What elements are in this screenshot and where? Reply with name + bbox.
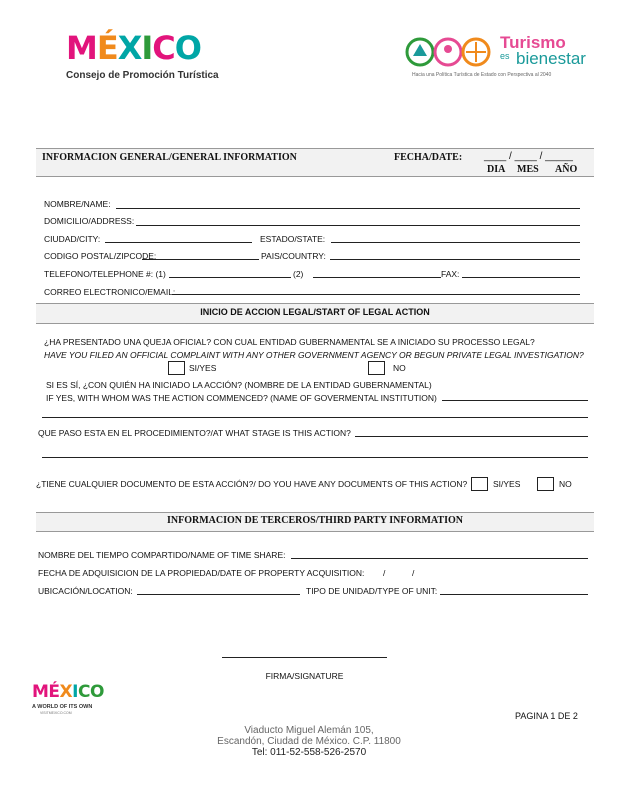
phone2-label: (2) bbox=[293, 269, 304, 279]
unit-type-label: TIPO DE UNIDAD/TYPE OF UNIT: bbox=[306, 586, 438, 596]
footer-address-2: Escandón, Ciudad de México. C.P. 11800 bbox=[217, 736, 401, 747]
date-month: MES bbox=[517, 164, 539, 175]
q1-no-checkbox[interactable] bbox=[368, 361, 385, 375]
q1-english: HAVE YOU FILED AN OFFICIAL COMPLAINT WITH ANY OTHER GOVERNMENT AGENCY OR BEGUN PRIVATE LEGAL INVESTIGATION? bbox=[44, 350, 584, 360]
signature-label: FIRMA/SIGNATURE bbox=[265, 671, 344, 681]
country-field[interactable] bbox=[330, 259, 580, 260]
q4-no-label: NO bbox=[559, 479, 572, 489]
footer-phone: Tel: 011-52-558-526-2570 bbox=[251, 747, 367, 758]
country-label: PAIS/COUNTRY: bbox=[261, 251, 326, 261]
phone-label: TELEFONO/TELEPHONE #: (1) bbox=[44, 269, 166, 279]
date-blanks[interactable]: ____ / ____ / _____ bbox=[484, 151, 573, 162]
email-field[interactable] bbox=[172, 294, 580, 295]
date-day: DIA bbox=[487, 164, 506, 175]
q2-spanish: SI ES SÍ, ¿CON QUIÉN HA INICIADO LA ACCIÓN? (NOMBRE DE LA ENTIDAD GUBERNAMENTAL) bbox=[46, 380, 432, 390]
legal-action-title: INICIO DE ACCION LEGAL/START OF LEGAL ACTION bbox=[200, 307, 430, 317]
visit-mexico-tagline: A WORLD OF ITS OWN bbox=[32, 704, 93, 710]
q2-answer-field[interactable] bbox=[442, 400, 588, 401]
fax-label: FAX: bbox=[441, 269, 460, 279]
date-year: AÑO bbox=[555, 164, 578, 175]
q3-answer-field-2[interactable] bbox=[42, 457, 588, 458]
phone-field-1[interactable] bbox=[169, 277, 291, 278]
fax-field[interactable] bbox=[462, 277, 580, 278]
mexico-logo: MÉXICO bbox=[66, 29, 201, 67]
q1-no-label: NO bbox=[393, 363, 406, 373]
city-field[interactable] bbox=[105, 242, 252, 243]
q4-yes-label: SI/YES bbox=[493, 479, 521, 489]
turismo-tagline: Hacia una Política Turística de Estado con Perspectiva al 2040 bbox=[412, 72, 552, 78]
zip-field[interactable] bbox=[142, 259, 259, 260]
general-info-title: INFORMACION GENERAL/GENERAL INFORMATION bbox=[42, 152, 297, 163]
third-party-title: INFORMACION DE TERCEROS/THIRD PARTY INFORMATION bbox=[167, 515, 463, 526]
q1-spanish: ¿HA PRESENTADO UNA QUEJA OFICIAL? CON CUAL ENTIDAD GUBERNAMENTAL SE A INICIADO SU PROCESSO LEGAL? bbox=[44, 337, 535, 347]
q4-label: ¿TIENE CUALQUIER DOCUMENTO DE ESTA ACCIÓN?/ DO YOU HAVE ANY DOCUMENTS OF THIS ACTION? bbox=[36, 479, 468, 489]
email-label: CORREO ELECTRONICO/EMAIL: bbox=[44, 287, 176, 297]
state-label: ESTADO/STATE: bbox=[260, 234, 326, 244]
q3-answer-field[interactable] bbox=[355, 436, 588, 437]
location-label: UBICACIÓN/LOCATION: bbox=[38, 586, 133, 596]
acquisition-slash-2: / bbox=[412, 568, 415, 578]
q2-english: IF YES, WITH WHOM WAS THE ACTION COMMENCED? (NAME OF GOVERMENTAL INSTITUTION) bbox=[46, 393, 437, 403]
location-field[interactable] bbox=[137, 594, 300, 595]
state-field[interactable] bbox=[331, 242, 580, 243]
timeshare-field[interactable] bbox=[291, 558, 588, 559]
address-label: DOMICILIO/ADDRESS: bbox=[44, 216, 135, 226]
turismo-es: es bbox=[500, 51, 510, 61]
q4-yes-checkbox[interactable] bbox=[471, 477, 488, 491]
zip-label: CODIGO POSTAL/ZIPCODE: bbox=[44, 251, 157, 261]
page-number: PAGINA 1 DE 2 bbox=[515, 711, 578, 721]
visit-mexico-url: VISITMEXICO.COM bbox=[40, 711, 72, 715]
q4-no-checkbox[interactable] bbox=[537, 477, 554, 491]
q1-yes-label: SI/YES bbox=[189, 363, 217, 373]
name-field[interactable] bbox=[116, 208, 580, 209]
city-label: CIUDAD/CITY: bbox=[44, 234, 101, 244]
date-label: FECHA/DATE: bbox=[394, 152, 463, 163]
turismo-logo-icon bbox=[404, 34, 498, 70]
name-label: NOMBRE/NAME: bbox=[44, 199, 111, 209]
phone-field-2[interactable] bbox=[313, 277, 441, 278]
unit-type-field[interactable] bbox=[440, 594, 588, 595]
footer-address-1: Viaducto Miguel Alemán 105, bbox=[244, 725, 374, 736]
address-field[interactable] bbox=[136, 225, 580, 226]
q1-yes-checkbox[interactable] bbox=[168, 361, 185, 375]
turismo-bienestar: bienestar bbox=[516, 49, 586, 68]
q2-answer-field-2[interactable] bbox=[42, 417, 588, 418]
timeshare-label: NOMBRE DEL TIEMPO COMPARTIDO/NAME OF TIME SHARE: bbox=[38, 550, 286, 560]
signature-line[interactable] bbox=[222, 657, 387, 658]
acquisition-slash-1: / bbox=[383, 568, 386, 578]
logo-subtitle: Consejo de Promoción Turística bbox=[66, 70, 219, 81]
q3-label: QUE PASO ESTA EN EL PROCEDIMIENTO?/AT WHAT STAGE IS THIS ACTION? bbox=[38, 428, 351, 438]
visit-mexico-logo: MÉXICO bbox=[32, 682, 104, 702]
acquisition-date-label: FECHA DE ADQUISICION DE LA PROPIEDAD/DATE OF PROPERTY ACQUISITION: bbox=[38, 568, 365, 578]
turismo-title: Turismo bbox=[500, 33, 566, 52]
